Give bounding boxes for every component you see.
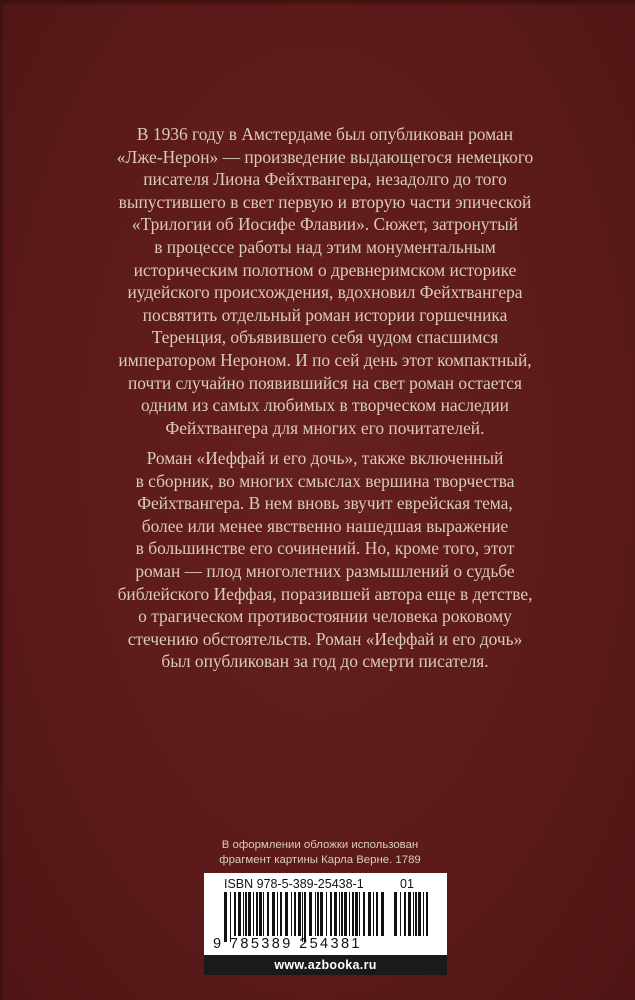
barcode-bar [291, 892, 292, 936]
barcode-bar [418, 892, 421, 936]
text-line: «Лже-Нерон» — произведение выдающегося немецкого [116, 146, 534, 167]
barcode-bar [238, 892, 241, 936]
text-line: был опубликован за год до смерти писателя. [161, 651, 489, 672]
text-line: одним из самых любимых в творческом наследии [141, 395, 509, 416]
barcode-bar [349, 892, 350, 936]
publisher-website: www.azbooka.ru [204, 955, 447, 975]
barcode-bar [230, 892, 231, 942]
text-line: в большинстве его сочинений. Но, кроме того, этот [135, 538, 515, 559]
barcode-bar [315, 892, 316, 936]
barcode-bar [413, 892, 414, 936]
text-line: Роман «Иеффай и его дочь», также включенный [146, 448, 504, 468]
isbn-number: ISBN 978-5-389-25438-1 [224, 877, 364, 891]
barcode-digits: 9 785389 254381 [213, 936, 362, 952]
text-line: выпустившего в свет первую и вторую части эпической [118, 191, 532, 212]
barcode-bar [376, 892, 378, 936]
barcode-bar [394, 892, 397, 936]
barcode-bar [224, 892, 227, 942]
barcode-bar [400, 892, 401, 936]
text-line: посвятить отдельный роман истории горшечника [142, 304, 508, 325]
barcode-bar [373, 892, 374, 936]
text-line: роман — плод многолетних размышлений о судьбе [135, 560, 515, 581]
barcode-bar [263, 892, 264, 936]
barcode-bar [267, 892, 269, 936]
barcode-bar [352, 892, 354, 936]
barcode-bar [304, 892, 306, 942]
text-line: писателя Лиона Фейхтвангера, незадолго до того [143, 169, 507, 190]
cover-top-edge [0, 0, 635, 6]
barcode-bar [259, 892, 262, 936]
barcode-bar [234, 892, 236, 936]
barcode-addon-code: 01 [400, 877, 414, 891]
credit-line: фрагмент картины Карла Верне. 1789 [219, 854, 421, 866]
cover-art-credit [200, 838, 440, 868]
barcode-bar [280, 892, 282, 936]
text-line: Фейхтвангера для многих его почитателей. [165, 417, 485, 438]
barcode-bar [368, 892, 371, 936]
barcode-bar [423, 892, 424, 936]
barcode-bar [245, 892, 247, 936]
barcode-bar [326, 892, 327, 936]
barcode-bar [426, 892, 428, 936]
barcode-bar [344, 892, 347, 936]
barcode-bar [298, 892, 301, 936]
barcode-bar [341, 892, 343, 936]
text-line: «Трилогии об Иосифе Флавии». Сюжет, затронутый [131, 214, 519, 235]
text-line: Фейхтвангера. В нем вновь звучит еврейская тема, [137, 493, 513, 514]
text-line: Теренция, объявившего себя чудом спасшимся [151, 327, 499, 348]
barcode-bar [334, 892, 337, 936]
barcode-bar [339, 892, 340, 936]
barcode-bar [415, 892, 417, 936]
barcode-bar [243, 892, 244, 936]
text-line: почти случайно появившийся на свет роман остается [127, 372, 523, 393]
barcode-bar [355, 892, 358, 936]
text-line: в сборник, во многих смыслах вершина творчества [135, 470, 515, 491]
barcode-bar [363, 892, 365, 936]
text-line: о трагическом противостоянии человека роковому [138, 606, 512, 627]
text-line: императором Нероном. И по сей день этот компактный, [118, 349, 532, 370]
text-line: библейского Иеффая, поразившей автора еще в детстве, [117, 583, 533, 604]
barcode-bar [248, 892, 251, 936]
barcode-bar [302, 892, 303, 942]
annotation-paragraph-1 [90, 123, 560, 439]
barcode-bar [359, 892, 360, 936]
text-line: иудейского происхождения, вдохновил Фейхтвангера [127, 282, 523, 303]
barcode-bar [404, 892, 406, 936]
text-line: в процессе работы над этим монументальным [154, 236, 496, 257]
isbn-barcode-panel [204, 873, 447, 975]
barcode-bar [294, 892, 296, 936]
text-line: стечению обстоятельств. Роман «Иеффай и его дочь» [127, 628, 523, 649]
barcode-bar [330, 892, 332, 936]
barcode-bar [381, 892, 384, 936]
text-line: В 1936 году в Амстердаме был опубликован роман [136, 124, 514, 144]
barcode-bar [285, 892, 288, 936]
cover-left-edge [0, 0, 5, 1000]
text-line: более или менее явственно нашедшая выражение [141, 515, 509, 536]
credit-line: В оформлении обложки использован [221, 839, 419, 851]
barcode-bar [253, 892, 254, 936]
annotation-paragraph-2 [90, 447, 560, 673]
barcode-bar [309, 892, 312, 936]
text-line: историческим полотном о древнеримском историке [133, 259, 517, 280]
barcode-bar [320, 892, 323, 936]
barcode-bar [256, 892, 258, 936]
barcode-bar [272, 892, 275, 936]
barcode-bar [317, 892, 319, 936]
barcode-bar [277, 892, 278, 936]
barcode-bar [408, 892, 411, 936]
